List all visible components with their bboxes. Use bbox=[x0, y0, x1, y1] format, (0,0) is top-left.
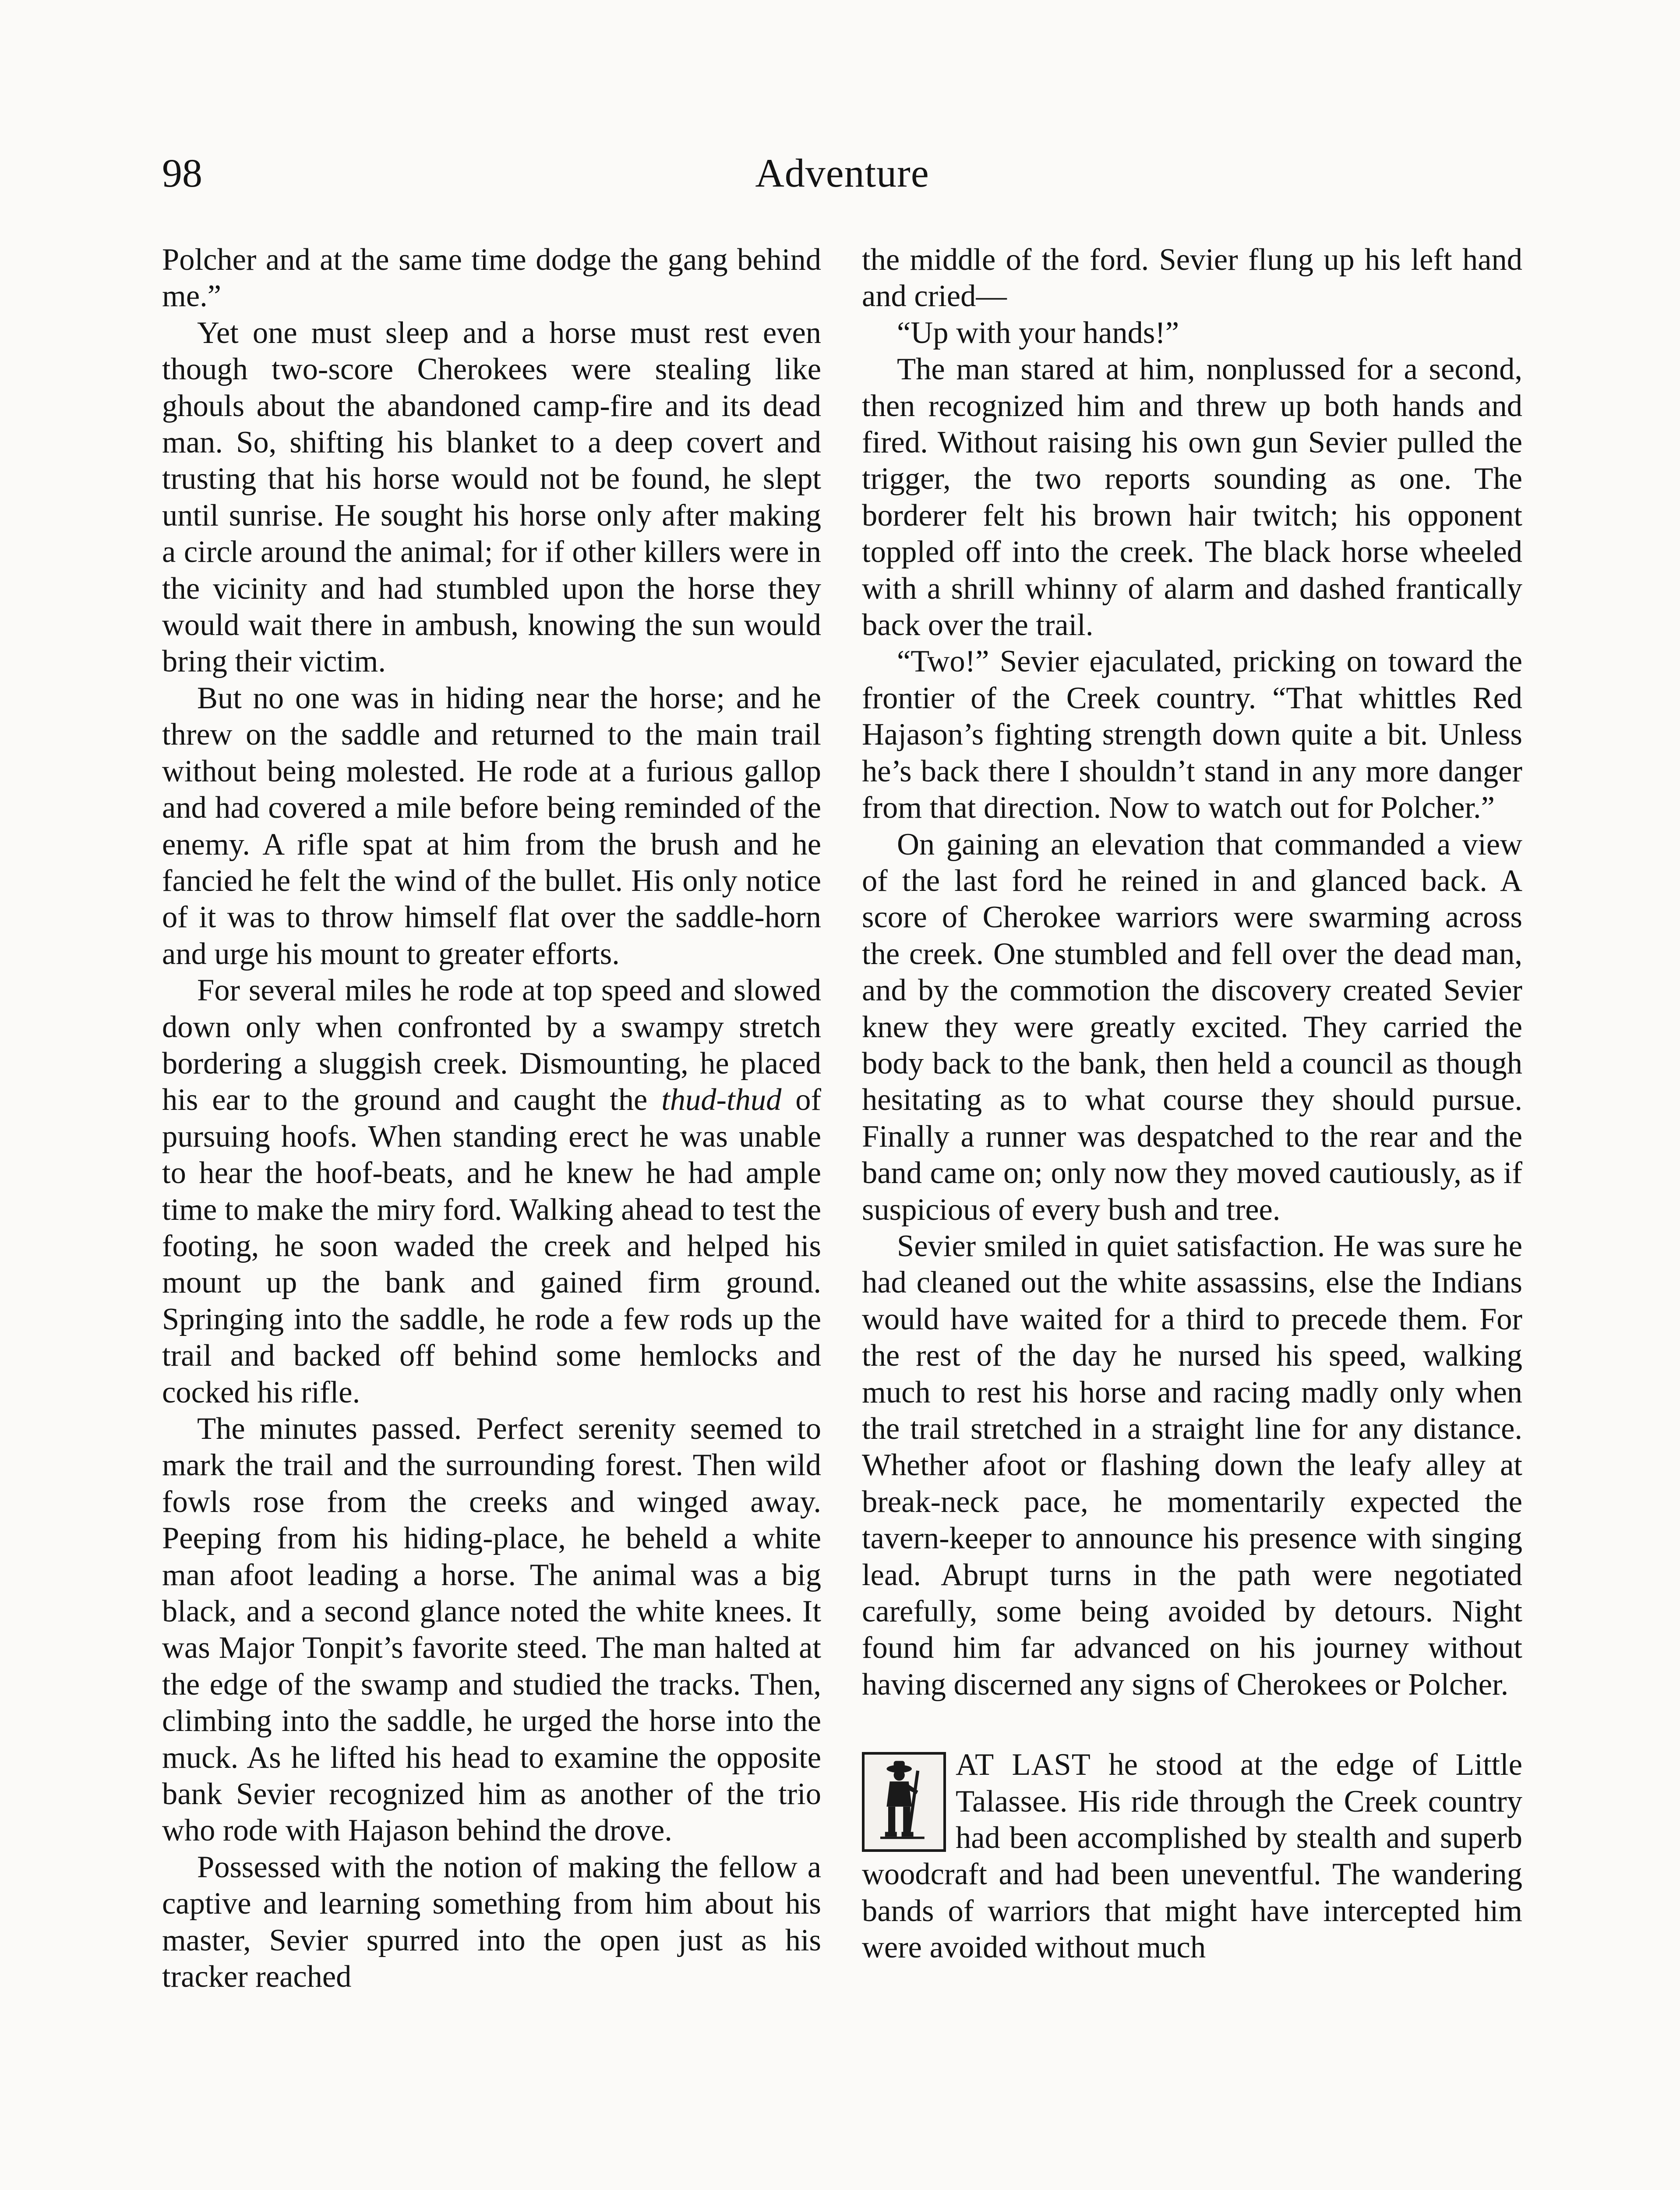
page-header bbox=[162, 145, 1522, 215]
paragraph: Yet one must sleep and a horse must rest even though two-score Cherokees were stealing like ghouls about the abandoned camp-fire and its dead man. So, shifting his blanket to a deep covert and trusting that his horse would not be found, he slept until sunrise. He sought his horse only after making a circle around the animal; for if other killers were in the vicinity and had stumbled upon the horse they would wait there in ambush, knowing the sun would bring their victim. bbox=[162, 315, 821, 679]
paragraph: the middle of the ford. Sevier flung up his left hand and cried— bbox=[862, 243, 1522, 314]
italic-text: thud-thud bbox=[661, 1083, 782, 1117]
paragraph bbox=[162, 972, 821, 1411]
paragraph: The minutes passed. Perfect serenity seemed to mark the trail and the surrounding forest. Then wild fowls rose from the creeks and winged away. Peeping from his hiding-place, he beheld a white man afoot leading a horse. The animal was a big black, and a second glance noted the white knees. It was Major Tonpit’s favorite steed. The man halted at the edge of the swamp and studied the tracks. Then, climbing into the saddle, he urged the horse into the muck. As he lifted his head to examine the opposite bank Sevier recognized him as another of the trio who rode with Hajason behind the drove. bbox=[162, 1412, 821, 1848]
paragraph: Polcher and at the same time dodge the gang behind me.” bbox=[162, 243, 821, 314]
section-opening-paragraph bbox=[862, 1747, 1522, 1966]
section-lead-in: AT LAST bbox=[956, 1748, 1091, 1782]
decorative-initial-illustration bbox=[862, 1752, 946, 1852]
right-column bbox=[862, 242, 1522, 1966]
paragraph: “Up with your hands!” bbox=[897, 315, 1179, 350]
frontiersman-figure-icon bbox=[865, 1755, 943, 1849]
paragraph: The man stared at him, nonplussed for a second, then recognized him and threw up both hands and fired. Without raising his own gun Sevier pulled the trigger, the two reports sounding as one. The borderer felt his brown hair twitch; his opponent toppled off into the creek. The black horse wheeled with a shrill whinny of alarm and dashed frantically back over the trail. bbox=[862, 352, 1522, 643]
paragraph: Sevier smiled in quiet satisfaction. He was sure he had cleaned out the white assassins, else the Indians would have waited for a third to precede them. For the rest of the day he nursed his speed, walking much to rest his horse and racing madly only when the trail stretched in a straight line for any distance. Whether afoot or flashing down the leafy alley at break-neck pace, he momentarily expected the tavern-keeper to announce his presence with singing lead. Abrupt turns in the path were negotiated carefully, some being avoided by detours. Night found him far advanced on his journey without having discerned any signs of Cherokees or Polcher. bbox=[862, 1229, 1522, 1702]
paragraph-text: For several miles he rode at top speed and slowed down only when confronted by a swampy stretch bordering a sluggish creek. Dismounting, he placed his ear to the ground and caught the bbox=[162, 973, 821, 1117]
paragraph-text: of pursuing hoofs. When standing erect he was unable to hear the hoof-beats, and he knew he had ample time to make the miry ford. Walking ahead to test the footing, he soon waded the creek and helped his mount up the bank and gained firm ground. Springing into the saddle, he rode a few rods up the trail and backed off behind some hemlocks and cocked his rifle. bbox=[162, 1083, 821, 1409]
paragraph: But no one was in hiding near the horse; and he threw on the saddle and returned to the main trail without being molested. He rode at a furious gallop and had covered a mile before being reminded of the enemy. A rifle spat at him from the brush and he fancied he felt the wind of the bullet. His only notice of it was to throw himself flat over the saddle-horn and urge his mount to greater efforts. bbox=[162, 681, 821, 971]
paragraph: “Two!” Sevier ejaculated, pricking on toward the frontier of the Creek country. “That whittles Red Hajason’s fighting strength down quite a bit. Unless he’s back there I shouldn’t stand in any more danger from that direction. Now to watch out for Polcher.” bbox=[862, 644, 1522, 825]
page-number: 98 bbox=[162, 151, 202, 195]
left-column bbox=[162, 242, 821, 1996]
paragraph-text: he stood at the edge of Little Talassee. His ride through the Creek country had been accomplished by stealth and superb woodcraft and had been uneventful. The wandering bands of warriors that might have intercepted him were avoided without much bbox=[862, 1748, 1523, 1965]
paragraph: On gaining an elevation that commanded a view of the last ford he reined in and glanced back. A score of Cherokee warriors were swarming across the creek. One stumbled and fell over the dead man, and by the commotion the discovery created Sevier knew they were greatly excited. They carried the body back to the bank, then held a council as though hesitating as to what course they should pursue. Finally a runner was despatched to the rear and the band came on; only now they moved cautiously, as if suspicious of every bush and tree. bbox=[862, 827, 1522, 1227]
paragraph: Possessed with the notion of making the fellow a captive and learning something from him about his master, Sevier spurred into the open just as his tracker reached bbox=[162, 1850, 821, 1994]
running-head: Adventure bbox=[755, 151, 929, 195]
